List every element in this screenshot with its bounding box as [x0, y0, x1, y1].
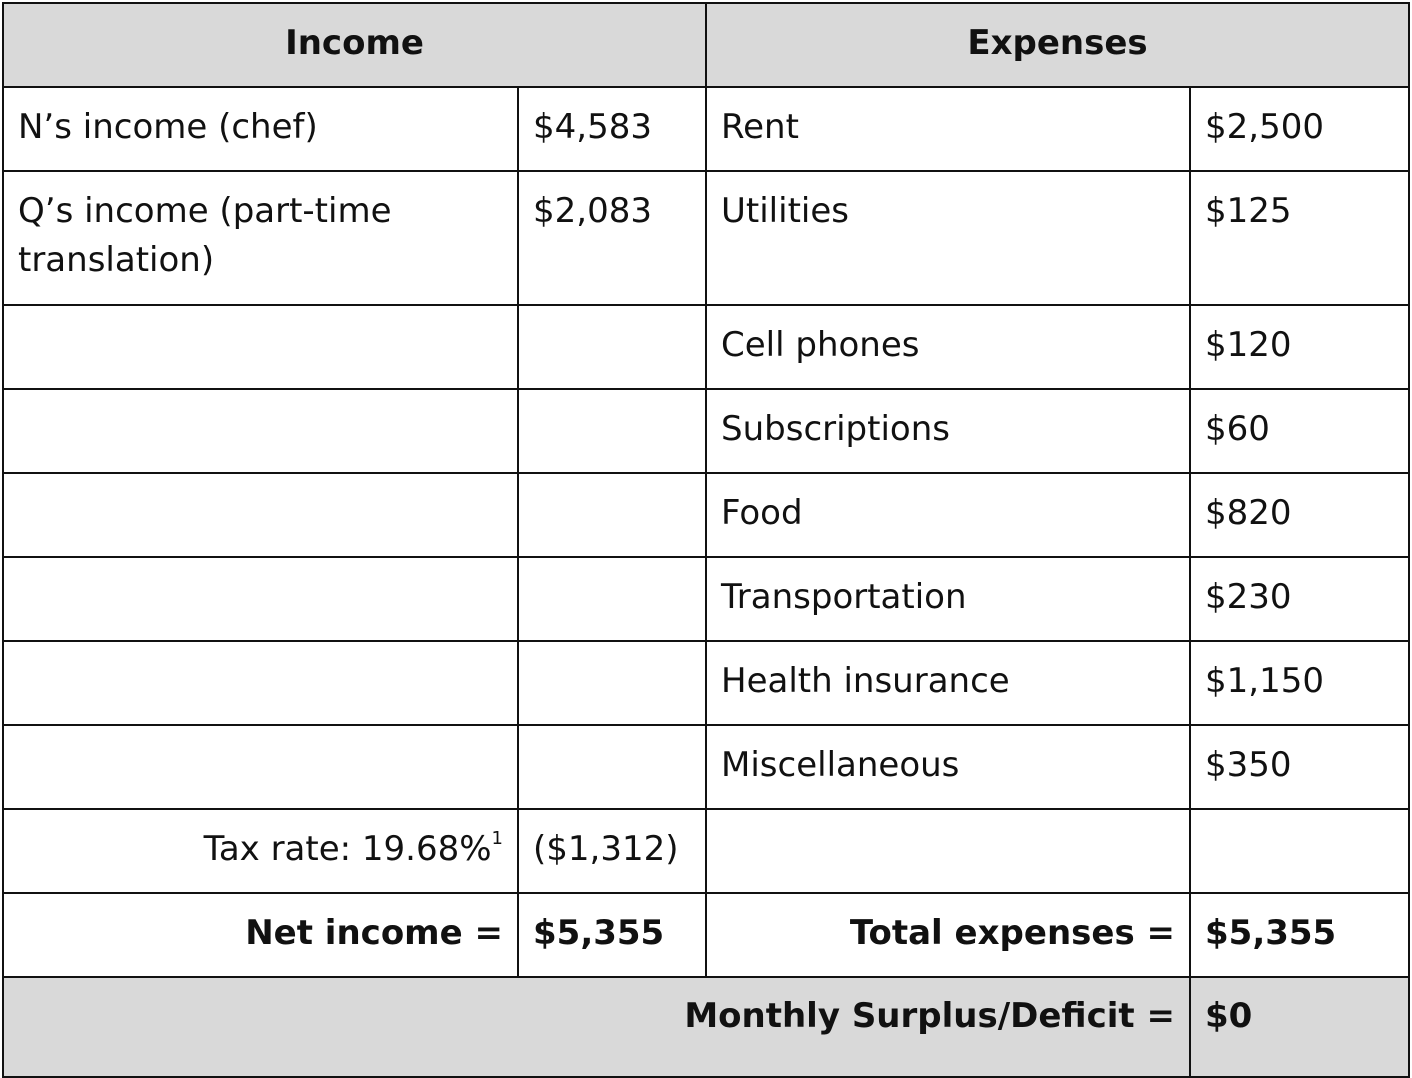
table-row [3, 389, 1409, 473]
empty-cell [1190, 809, 1409, 893]
expense-amount: $350 [1190, 725, 1409, 809]
total-expenses-label: Total expenses = [706, 893, 1190, 977]
table-row [3, 641, 1409, 725]
empty-cell [706, 809, 1190, 893]
header-row [3, 3, 1409, 87]
tax-label-cell [3, 809, 518, 893]
totals-row [3, 893, 1409, 977]
empty-cell [518, 473, 706, 557]
table-row [3, 557, 1409, 641]
net-income-value: $5,355 [518, 893, 706, 977]
surplus-value: $0 [1190, 977, 1409, 1077]
empty-cell [3, 725, 518, 809]
expense-label: Cell phones [706, 305, 1190, 389]
expense-label: Health insurance [706, 641, 1190, 725]
total-expenses-value: $5,355 [1190, 893, 1409, 977]
table-row [3, 305, 1409, 389]
income-label: N’s income (chef) [3, 87, 518, 171]
income-amount: $2,083 [518, 171, 706, 305]
empty-cell [3, 305, 518, 389]
tax-footnote: 1 [491, 827, 503, 849]
empty-cell [518, 725, 706, 809]
empty-cell [518, 305, 706, 389]
expense-label: Subscriptions [706, 389, 1190, 473]
expense-label: Food [706, 473, 1190, 557]
expense-amount: $60 [1190, 389, 1409, 473]
empty-cell [3, 473, 518, 557]
empty-cell [3, 389, 518, 473]
expense-amount: $2,500 [1190, 87, 1409, 171]
table-row [3, 171, 1409, 305]
expense-label: Miscellaneous [706, 725, 1190, 809]
expense-amount: $125 [1190, 171, 1409, 305]
expense-amount: $120 [1190, 305, 1409, 389]
income-amount: $4,583 [518, 87, 706, 171]
table-row [3, 473, 1409, 557]
tax-label: Tax rate: 19.68% [203, 829, 492, 869]
empty-cell [3, 641, 518, 725]
empty-cell [518, 641, 706, 725]
expense-amount: $820 [1190, 473, 1409, 557]
expense-amount: $1,150 [1190, 641, 1409, 725]
table-row [3, 87, 1409, 171]
income-header: Income [3, 3, 706, 87]
table-row [3, 725, 1409, 809]
surplus-row [3, 977, 1409, 1077]
tax-row [3, 809, 1409, 893]
expense-label: Rent [706, 87, 1190, 171]
empty-cell [518, 389, 706, 473]
empty-cell [3, 557, 518, 641]
tax-amount: ($1,312) [518, 809, 706, 893]
expense-label: Transportation [706, 557, 1190, 641]
surplus-label: Monthly Surplus/Deficit = [3, 977, 1190, 1077]
net-income-label: Net income = [3, 893, 518, 977]
expense-amount: $230 [1190, 557, 1409, 641]
expense-label: Utilities [706, 171, 1190, 305]
budget-table [2, 2, 1410, 1078]
income-label: Q’s income (part-time translation) [3, 171, 518, 305]
empty-cell [518, 557, 706, 641]
expenses-header: Expenses [706, 3, 1409, 87]
